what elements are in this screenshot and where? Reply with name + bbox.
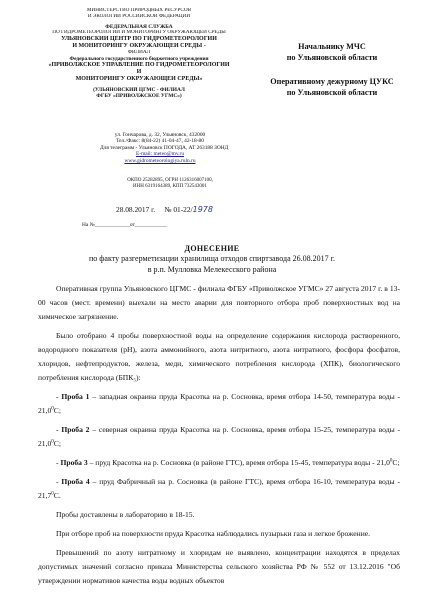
service-line-2: ПО ГИДРОМЕТЕОРОЛОГИИ И МОНИТОРИНГУ ОКРУЖАЮЩЕЙ СРЕДЫ [52, 30, 226, 36]
degree-sign: 0 [389, 458, 393, 464]
paragraph-intro: Оперативная группа Ульяновского ЦГМС - филиала ФГБУ «Приволжское УГМС» 27 августа 2017 г. в 13-00 часов (мест. времени) выехали на место аварии для повторного отбора проб поверхностных вод на химическое загрязнение. [38, 284, 400, 321]
sample-3: - Проба 3 – пруд Красотка на р. Сосновка (в районе ГТС), время отбора 15-45, температура воды - 21,0$^0$С; [56, 458, 400, 467]
sender-address [100, 132, 229, 164]
institution-line-1: Федерального государственного бюджетного учреждения [69, 55, 209, 62]
sample-1-text: – западная окраина пруда Красотка на р. Сосновка, время отбора 14-50, температура воды - 21,0 [38, 392, 400, 415]
website-link[interactable]: www.gidrometeorologiya.ruln.ru [124, 157, 196, 164]
addressee-block [250, 42, 414, 113]
degree-sign: 0 [51, 491, 54, 497]
sample-2: - Проба 2 – северная окраина пруда Красотка на р. Сосновка, время отбора 15-25, температура воды - 21,0$^0$С; [38, 425, 401, 448]
paragraph-results: Превышений по азоту нитратному и хлоридам не выявлено, концентрации находятся в пределах допустимых значений согласно приказа Министерства сельского хозяйства РФ № 552 от 13.12.2016 "Об утверждении нормативов качества воды водных объектов [38, 548, 400, 585]
sample-1: - Проба 1 – западная окраина пруда Красотка на р. Сосновка, время отбора 14-50, температура воды - 21,0$^0$С; [38, 392, 400, 415]
unit: С; [53, 439, 61, 448]
institution-line-2: «ПРИВОЛЖСКОЕ УПРАВЛЕНИЕ ПО ГИДРОМЕТЕОРОЛОГИИ [48, 62, 230, 69]
sender-header [40, 8, 238, 99]
addressee-2-line-1: Оперативному дежурному ЦУКС [270, 77, 394, 87]
sample-3-text: – пруд Красотка на р. Сосновка (в районе ГТС), время отбора 15-45, температура воды - 21,0 [89, 458, 390, 467]
paragraph-samples: Было отобрано 4 пробы поверхностной воды на определение содержания кислорода растворенного, водородного показателя (pH), азота аммонийного, азота нитритного, азота нитратного, фосфора фосфатов, хлоридов, нефтепродуктов, железа, меди, химического потребления кислорода (ХПК), биологического потребления кислорода (БПК₅): [38, 331, 400, 382]
paragraph-observation: При отборе проб на поверхности пруда Красотка наблюдались пузырьки газа и легкое брожение. [56, 529, 371, 538]
unit: С. [53, 491, 61, 500]
document-title [0, 244, 424, 275]
sample-2-text: – северная окраина пруда Красотка на р. Сосновка, время отбора 15-25, температура воды - 21,0 [38, 425, 401, 448]
center-line-3: ФИЛИАЛ [127, 49, 151, 55]
title-line-2: в р.п. Мулловка Мелекесского района [147, 264, 277, 274]
reference-line: На №_____________от____________ [82, 222, 168, 228]
service-line-1: ФЕДЕРАЛЬНАЯ СЛУЖБА [105, 23, 173, 30]
center-line-1: УЛЬЯНОВСКИЙ ЦЕНТР ПО ГИДРОМЕТЕОРОЛОГИИ [61, 36, 217, 43]
sample-1-label: Проба 1 [61, 392, 90, 401]
phone-fax: Тел./Факс: 8(84-22) 41-04-47, 42-18-80 [116, 138, 204, 145]
document-body [38, 282, 400, 593]
document-number: 01-22/ [173, 205, 193, 214]
paragraph-delivery: Пробы доставлены в лабораторию в 18-15. [56, 510, 195, 519]
ministry-line-2: И ЭКОЛОГИИ РОССИЙСКОЙ ФЕДЕРАЦИИ [87, 13, 191, 19]
addressee-1-line-1: Начальнику МЧС [298, 42, 366, 51]
sample-4: - Проба 4 – пруд Фабричный на р. Сосновка (в районе ГТС), время отбора 16-10, температура воды - 21,7$^0$С. [38, 477, 400, 500]
ministry-line-1: МИНИСТЕРСТВО ПРИРОДНЫХ РЕСУРСОВ [86, 8, 192, 13]
title-heading: ДОНЕСЕНИЕ [184, 244, 240, 253]
addressee-2-line-2: по Ульяновской области [286, 87, 378, 97]
addressee-1-line-2: по Ульяновской области [286, 52, 378, 62]
unit: С; [53, 406, 61, 415]
sample-4-label: Проба 4 [61, 477, 90, 486]
registration-codes [100, 178, 240, 191]
short-name-line-2: ФГБУ «ПРИВОЛЖСКОЕ УГМС») [96, 92, 182, 99]
document-date-number [116, 205, 213, 214]
degree-sign: 0 [51, 439, 54, 445]
center-line-2: И МОНИТОРИНГУ ОКРУЖАЮЩЕЙ СРЕДЫ - [72, 43, 206, 49]
sample-2-label: Проба 2 [61, 425, 90, 434]
okpo-ogrn: ОКПО 25282895, ОГРН 1126316007100, [127, 178, 213, 183]
telegram-address: Для телеграмм - Ульяновск ПОГОДА, АТ 263188 ЗОНД [100, 144, 229, 151]
short-name-line-1: (УЛЬЯНОВСКИЙ ЦГМС - ФИЛИАЛ [93, 86, 185, 93]
handwritten-number: 1978 [192, 205, 213, 214]
degree-sign: 0 [51, 406, 54, 412]
email-link[interactable]: E-mail: meteo@mv.ru [135, 151, 185, 158]
unit: С; [392, 458, 400, 467]
inn-kpp: ИНН 6319164389, КПП 732543001 [133, 184, 207, 190]
sample-4-text: – пруд Фабричный на р. Сосновка (в районе ГТС), время отбора 16-10, температура воды - 21,7 [38, 477, 400, 500]
number-label: № [164, 205, 172, 214]
document-date: 28.08.2017 г. [116, 205, 156, 214]
title-line-1: по факту разгерметизации хранилища отходов спиртзавода 26.08.2017 г. [88, 254, 336, 264]
institution-line-3: И [136, 68, 142, 75]
street-address: ул. Гончарова, д. 32, Ульяновск, 432000 [114, 132, 206, 138]
sample-3-label: Проба 3 [60, 458, 88, 467]
institution-line-4: МОНИТОРИНГУ ОКРУЖАЮЩЕЙ СРЕДЫ» [75, 75, 203, 82]
